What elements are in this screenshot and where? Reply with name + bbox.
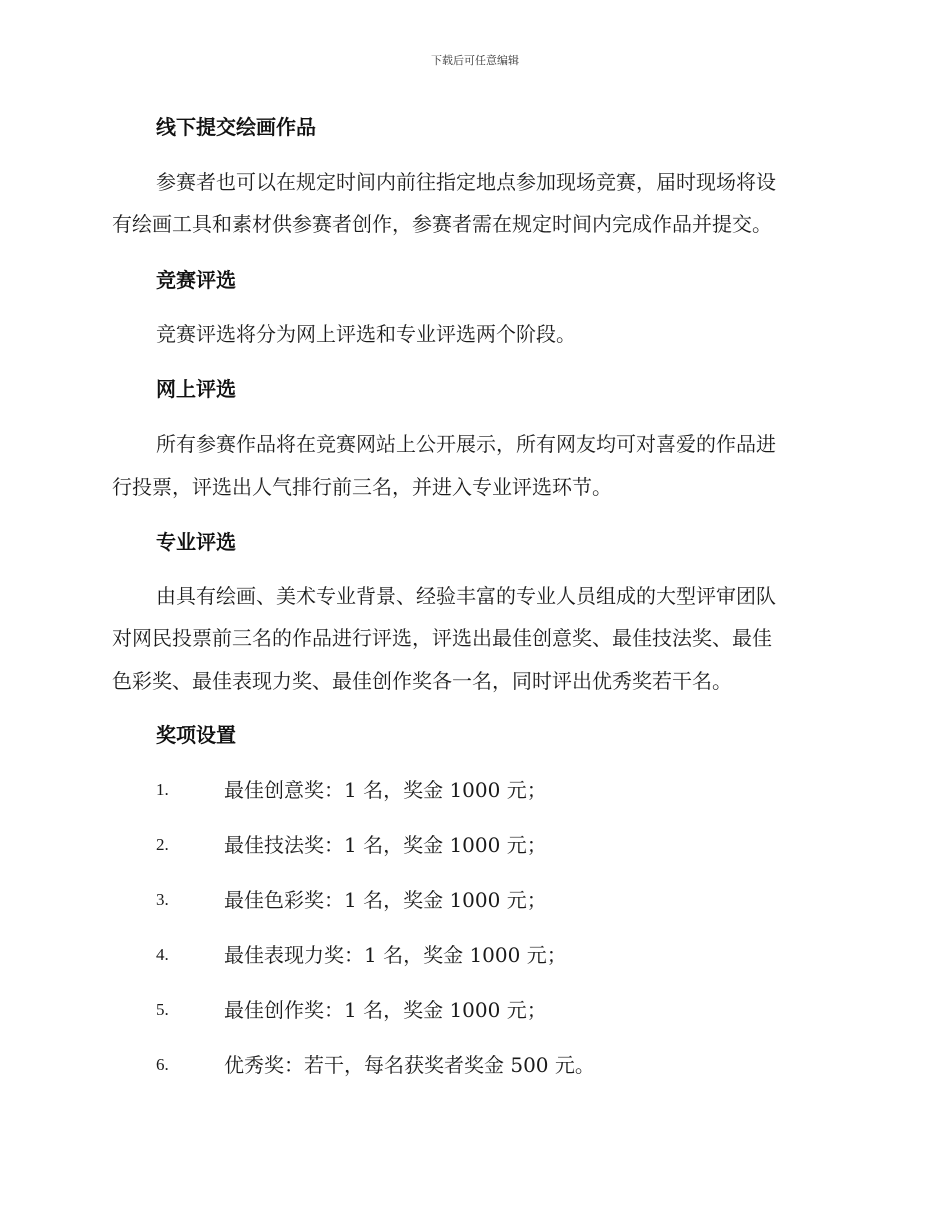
paragraph-line: 有绘画工具和素材供参赛者创作，参赛者需在规定时间内完成作品并提交。	[112, 212, 772, 236]
paragraph-line: 对网民投票前三名的作品进行评选，评选出最佳创意奖、最佳技法奖、最佳	[112, 626, 772, 650]
paragraph-line: 所有参赛作品将在竞赛网站上公开展示，所有网友均可对喜爱的作品进	[156, 432, 776, 456]
section-heading-professional-judging: 专业评选	[156, 530, 236, 554]
section-heading-awards: 奖项设置	[156, 723, 236, 747]
section-heading-offline-submission: 线下提交绘画作品	[156, 115, 316, 139]
award-item-text: 最佳表现力奖：1 名，奖金 1000 元；	[224, 943, 567, 967]
paragraph-line: 参赛者也可以在规定时间内前往指定地点参加现场竞赛，届时现场将设	[156, 170, 776, 194]
award-item-number: 4.	[156, 945, 169, 964]
paragraph-line: 色彩奖、最佳表现力奖、最佳创作奖各一名，同时评出优秀奖若干名。	[112, 669, 732, 693]
award-item-number: 2.	[156, 835, 169, 854]
paragraph-line: 竞赛评选将分为网上评选和专业评选两个阶段。	[156, 322, 576, 346]
section-heading-competition-judging: 竞赛评选	[156, 268, 236, 292]
section-heading-online-judging: 网上评选	[156, 377, 236, 401]
award-item-number: 5.	[156, 1000, 169, 1019]
page-header: 下载后可任意编辑	[431, 54, 519, 67]
award-item-number: 1.	[156, 780, 169, 799]
award-item-number: 3.	[156, 890, 169, 909]
award-item-text: 最佳创作奖：1 名，奖金 1000 元；	[224, 998, 547, 1022]
award-item-text: 最佳色彩奖：1 名，奖金 1000 元；	[224, 888, 547, 912]
award-item-number: 6.	[156, 1055, 169, 1074]
paragraph-line: 行投票，评选出人气排行前三名，并进入专业评选环节。	[112, 475, 612, 499]
award-item-text: 最佳技法奖：1 名，奖金 1000 元；	[224, 833, 547, 857]
paragraph-line: 由具有绘画、美术专业背景、经验丰富的专业人员组成的大型评审团队	[156, 584, 776, 608]
award-item-text: 最佳创意奖：1 名，奖金 1000 元；	[224, 778, 547, 802]
award-item-text: 优秀奖：若干，每名获奖者奖金 500 元。	[224, 1053, 595, 1077]
